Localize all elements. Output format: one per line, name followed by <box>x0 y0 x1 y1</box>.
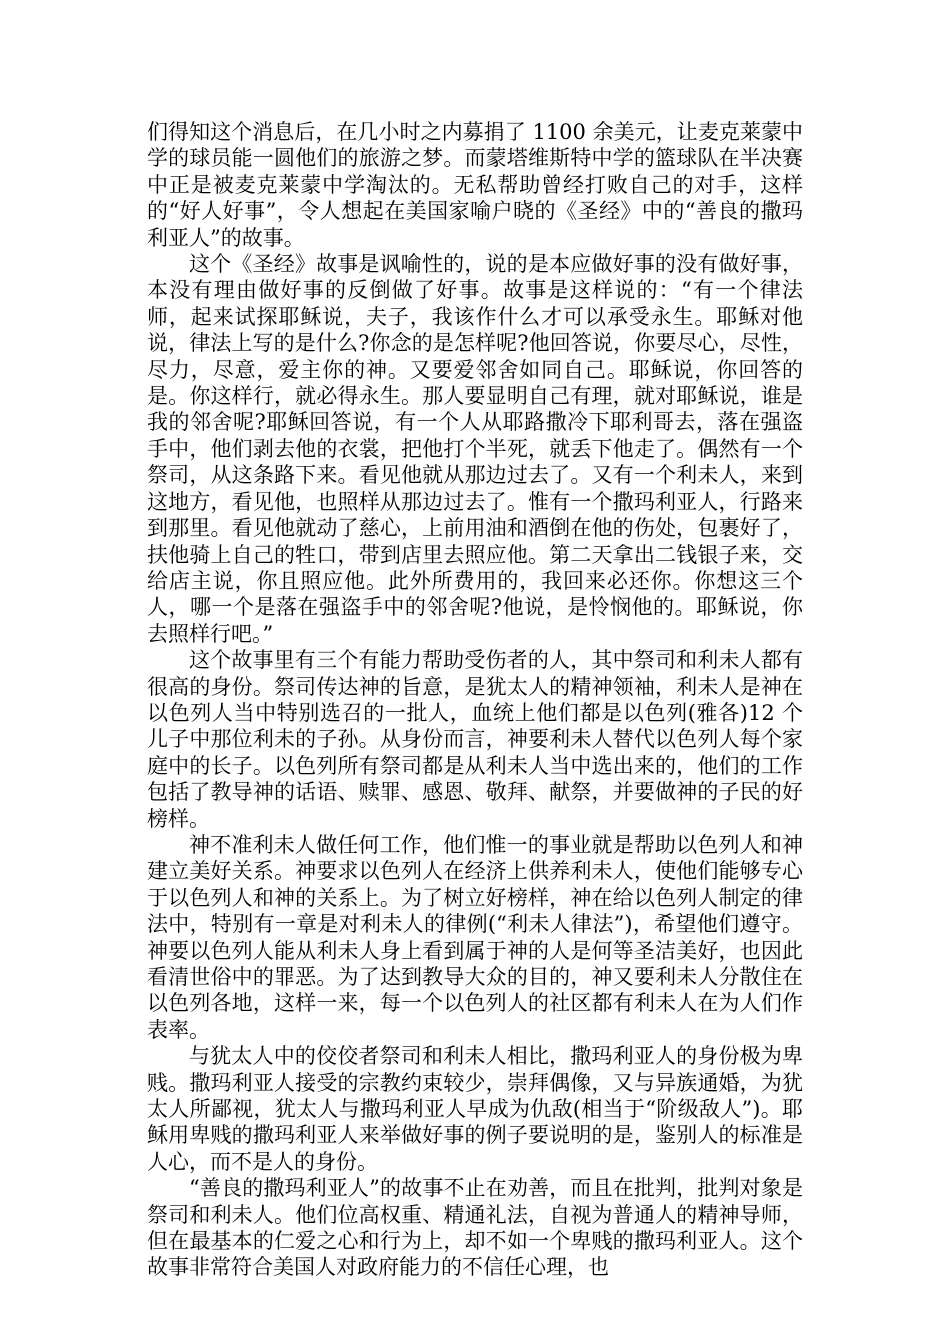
paragraph-4: 神不准利未人做任何工作，他们惟一的事业就是帮助以色列人和神建立美好关系。神要求以色列人在经济上供养利未人，使他们能够专心于以色列人和神的关系上。为了树立好榜样，神在给以色列人制定的律法中，特别有一章是对利未人的律例(“利未人律法”)，希望他们遵守。神要以色列人能从利未人身上看到属于神的人是何等圣洁美好，也因此看清世俗中的罪恶。为了达到教导大众的目的，神又要利未人分散住在以色列各地，这样一来，每一个以色列人的社区都有利未人在为人们作表率。 <box>147 832 803 1042</box>
paragraph-2: 这个《圣经》故事是讽喻性的，说的是本应做好事的没有做好事，本没有理由做好事的反倒做了好事。故事是这样说的：“有一个律法师，起来试探耶稣说，夫子，我该作什么才可以承受永生。耶稣对他说，律法上写的是什么?你念的是怎样呢?他回答说，你要尽心，尽性，尽力，尽意，爱主你的神。又要爱邻舍如同自己。耶稣说，你回答的是。你这样行，就必得永生。那人要显明自己有理，就对耶稣说，谁是我的邻舍呢?耶稣回答说，有一个人从耶路撒冷下耶利哥去，落在强盗手中，他们剥去他的衣裳，把他打个半死，就丢下他走了。偶然有一个祭司，从这条路下来。看见他就从那边过去了。又有一个利未人，来到这地方，看见他，也照样从那边过去了。惟有一个撒玛利亚人，行路来到那里。看见他就动了慈心，上前用油和酒倒在他的伤处，包裹好了，扶他骑上自己的牲口，带到店里去照应他。第二天拿出二钱银子来，交给店主说，你且照应他。此外所费用的，我回来必还你。你想这三个人，哪一个是落在强盗手中的邻舍呢?他说，是怜悯他的。耶稣说，你去照样行吧。” <box>147 252 803 646</box>
paragraph-5: 与犹太人中的佼佼者祭司和利未人相比，撒玛利亚人的身份极为卑贱。撒玛利亚人接受的宗教约束较少，崇拜偶像，又与异族通婚，为犹太人所鄙视，犹太人与撒玛利亚人早成为仇敌(相当于“阶级敌人”)。耶稣用卑贱的撒玛利亚人来举做好事的例子要说明的是，鉴别人的标准是人心，而不是人的身份。 <box>147 1044 803 1174</box>
paragraph-1: 们得知这个消息后，在几小时之内募捐了 1100 余美元，让麦克莱蒙中学的球员能一圆他们的旅游之梦。而蒙塔维斯特中学的篮球队在半决赛中正是被麦克莱蒙中学淘汰的。无私帮助曾经打败自己的对手，这样的“好人好事”，令人想起在美国家喻户晓的《圣经》中的“善良的撒玛利亚人”的故事。 <box>147 120 803 250</box>
paragraph-6: “善良的撒玛利亚人”的故事不止在劝善，而且在批判，批判对象是祭司和利未人。他们位高权重、精通礼法，自视为普通人的精神导师，但在最基本的仁爱之心和行为上，却不如一个卑贱的撒玛利亚人。这个故事非常符合美国人对政府能力的不信任心理，也 <box>147 1176 803 1280</box>
document-page <box>147 119 803 1281</box>
paragraph-3: 这个故事里有三个有能力帮助受伤者的人，其中祭司和利未人都有很高的身份。祭司传达神的旨意，是犹太人的精神领袖，利未人是神在以色列人当中特别选召的一批人，血统上他们都是以色列(雅各)12 个儿子中那位利未的子孙。从身份而言，神要利未人替代以色列人每个家庭中的长子。以色列所有祭司都是从利未人当中选出来的，他们的工作包括了教导神的话语、赎罪、感恩、敬拜、献祭，并要做神的子民的好榜样。 <box>147 648 803 831</box>
